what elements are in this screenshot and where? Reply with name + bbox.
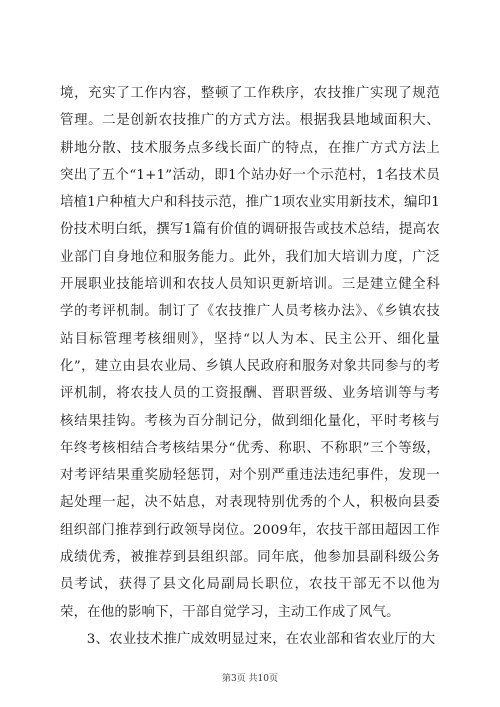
paragraph-section-3: 3、农业技术推广成效明显过来，在农业部和省农业厅的大 [86,631,436,647]
body-text [60,80,440,653]
page-number-footer: 第3页 共10页 [221,674,279,684]
paragraph-continued: 境，充实了工作内容，整顿了工作秩序，农技推广实现了规范管理。二是创新农技推广的方式方法。根据我县地域面积大、耕地分散、技术服务点多线长面广的特点，在推广方式方法上突出了五个“1+1”活动，即1个站办好一个示范村，1名技术员培植1户种植大户和科技示范，推广1项农业实用新技术，编印1份技术明白纸，撰写1篇有价值的调研报告或技术总结，提高农业部门自身地位和服务能力。此外，我们加大培训力度，广泛开展职业技能培训和农技人员知识更新培训。三是建立健全科学的考评机制。制订了《农技推广人员考核办法》、《乡镇农技站目标管理考核细则》，坚持“以人为本、民主公开、细化量化”，建立由县农业局、乡镇人民政府和服务对象共同参与的考评机制，将农技人员的工资报酬、晋职晋级、业务培训等与考核结果挂钩。考核为百分制记分，做到细化量化，平时考核与年终考核相结合考核结果分“优秀、称职、不称职”三个等级，对考评结果重奖励轻惩罚，对个别严重违法违纪事件，发现一起处理一起，决不姑息，对表现特别优秀的个人，积极向县委组织部门推荐到行政领导岗位。2009年，农技干部田超因工作成绩优秀，被推荐到县组织部。同年底，他参加县副科级公务员考试，获得了县文化局副局长职位，农技干部无不以他为荣，在他的影响下，干部自觉学习，主动工作成了风气。 [60,86,440,620]
